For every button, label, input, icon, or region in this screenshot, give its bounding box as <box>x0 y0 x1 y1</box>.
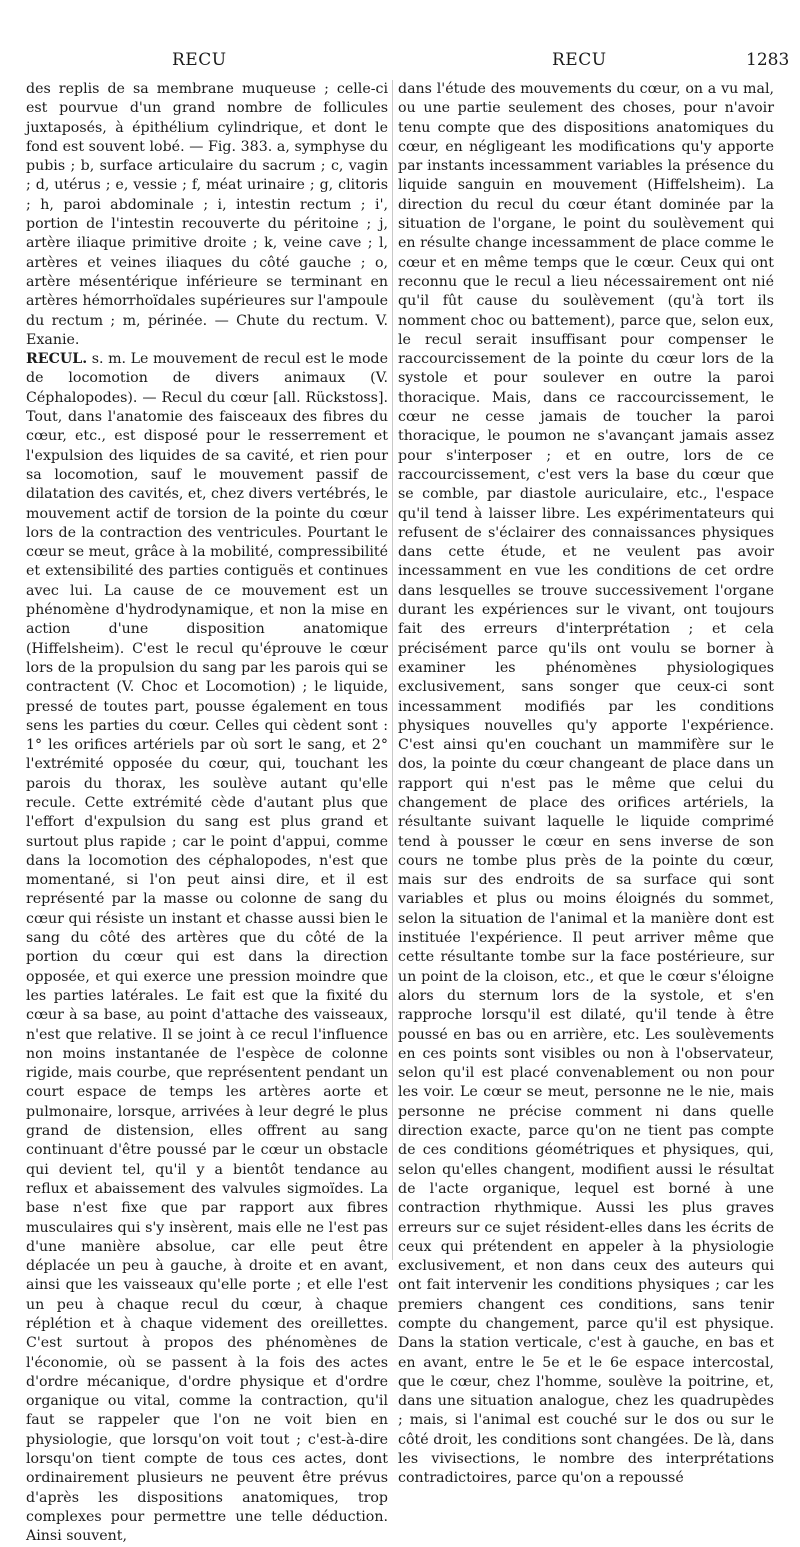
entry-recul <box>26 350 388 1546</box>
page-number: 1283 <box>746 50 790 70</box>
running-header-right: RECU <box>552 50 607 70</box>
entry-headword: RECUL. <box>26 351 88 368</box>
entry-rectum-continuation: des replis de sa membrane muqueuse ; celle-ci est pourvue d'un grand nombre de follicules juxtaposés, à épithélium cylindrique, et dont le fond est souvent lobé. — Fig. 383. a, symphyse du pubis ; b, surface articulaire du sacrum ; c, vagin ; d, utérus ; e, vessie ; f, méat urinaire ; g, clitoris ; h, paroi abdominale ; i, intestin rectum ; i', portion de l'intestin recouverte du péritoine ; j, artère iliaque primitive droite ; k, veine cave ; l, artères et veines iliaques du côté gauche ; o, artère mésentérique inférieure se terminant en artères hémorrhoïdales supérieures sur l'ampoule du rectum ; m, périnée. — Chute du rectum. V. Exanie. <box>26 81 388 348</box>
left-column <box>26 80 388 1545</box>
entry-recul-continuation: dans l'étude des mouvements du cœur, on a vu mal, ou une partie seulement des choses, pour n'avoir tenu compte que des dispositions anatomiques du cœur, en négligeant les modifications qu'y apporte par instants incessamment variables la présence du liquide sanguin en mouvement (Hiffelsheim). La direction du recul du cœur étant dominée par la situation de l'organe, le point du soulèvement qui en résulte change incessamment de place comme le cœur et en même temps que le cœur. Ceux qui ont reconnu que le recul a lieu nécessairement ont nié qu'il fût cause du soulèvement (qu'à tort ils nomment choc ou battement), parce que, selon eux, le recul serait insuffisant pour compenser le raccourcissement de la pointe du cœur lors de la systole et pour soulever en outre la paroi thoracique. Mais, dans ce raccourcissement, le cœur ne cesse jamais de toucher la paroi thoracique, le poumon ne s'avançant jamais assez pour s'interposer ; et en outre, lors de ce raccourcissement, c'est vers la base du cœur que se comble, par diastole auriculaire, etc., l'espace qu'il tend à laisser libre. Les expérimentateurs qui refusent de s'éclairer des connaissances physiques dans cette étude, et ne veulent pas avoir incessamment en vue les conditions de cet ordre dans lesquelles se trouve successivement l'organe durant les expériences sur le vivant, ont toujours fait des erreurs d'interprétation ; et cela précisément parce qu'ils ont voulu se borner à examiner les phénomènes physiologiques exclusivement, sans songer que ceux-ci sont incessamment modifiés par les conditions physiques nouvelles qu'y apporte l'expérience. C'est ainsi qu'en couchant un mammifère sur le dos, la pointe du cœur changeant de place dans un rapport qui n'est pas le même que celui du changement de place des orifices artériels, la résultante suivant laquelle le liquide comprimé tend à pousser le cœur en sens inverse de son cours ne tombe plus près de la pointe du cœur, mais sur des endroits de sa surface qui sont variables et plus ou moins éloignés du sommet, selon la situation de l'animal et la manière dont est instituée l'expérience. Il peut arriver même que cette résultante tombe sur la face postérieure, sur un point de la cloison, etc., et que le cœur s'éloigne alors du sternum lors de la systole, et s'en rapproche lorsqu'il est dilaté, qu'il tende à être poussé en bas ou en arrière, etc. Les soulèvements en ces points sont visibles ou non à l'observateur, selon qu'il est placé convenablement ou non pour les voir. Le cœur se meut, personne ne le nie, mais personne ne précise comment ni dans quelle direction exacte, parce qu'on ne tient pas compte de ces conditions géométriques et physiques, qui, selon qu'elles changent, modifient aussi le résultat de l'acte organique, lequel est borné à une contraction rhythmique. Aussi les plus graves erreurs sur ce sujet résident-elles dans les écrits de ceux qui prétendent en appeler à la physiologie exclusivement, et non dans ceux des auteurs qui ont fait intervenir les conditions physiques ; car les premiers changent ces conditions, sans tenir compte du changement, parce qu'il est physique. Dans la station verticale, c'est à gauche, en bas et en avant, entre le 5e et le 6e espace intercostal, que le cœur, chez l'homme, soulève la poitrine, et, dans une situation analogue, chez les quadrupèdes ; mais, si l'animal est couché sur le dos ou sur le côté droit, les conditions sont changées. De là, dans les vivisections, le nombre des interprétations contradictoires, parce qu'on a repoussé <box>398 81 774 1487</box>
right-column <box>398 80 774 1487</box>
column-divider <box>392 80 393 1260</box>
running-header-left: RECU <box>172 50 227 70</box>
entry-recul-body: s. m. Le mouvement de recul est le mode de locomotion de divers animaux (V. Céphalopodes). — Recul du cœur [all. Rückstoss]. Tout, dans l'anatomie des faisceaux des fibres du cœur, etc., est disposé pour le resserrement et l'expulsion des liquides de sa cavité, et rien pour sa locomotion, sauf le mouvement passif de dilatation des cavités, et, chez divers vertébrés, le mouvement actif de torsion de la pointe du cœur lors de la contraction des ventricules. Pourtant le cœur se meut, grâce à la mobilité, compressibilité et extensibilité des parties contiguës et continues avec lui. La cause de ce mouvement est un phénomène d'hydrodynamique, et non la mise en action d'une disposition anatomique (Hiffelsheim). C'est le recul qu'éprouve le cœur lors de la propulsion du sang par les parois qui se contractent (V. Choc et Locomotion) ; le liquide, pressé de toutes part, pousse également en tous sens les parties du cœur. Celles qui cèdent sont : 1° les orifices artériels par où sort le sang, et 2° l'extrémité opposée du cœur, qui, touchant les parois du thorax, les soulève autant qu'elle recule. Cette extrémité cède d'autant plus que l'effort d'expulsion du sang est plus grand et surtout plus rapide ; car le point d'appui, comme dans la locomotion des céphalopodes, n'est que momentané, si l'on peut ainsi dire, et il est représenté par la masse ou colonne de sang du cœur qui résiste un instant et chasse aussi bien le sang du côté des artères que du côté de la portion du cœur qui est dans la direction opposée, et qui exerce une pression moindre que les parties latérales. Le fait est que la fixité du cœur à sa base, au point d'attache des vaisseaux, n'est que relative. Il se joint à ce recul l'influence non moins instantanée de l'espèce de colonne rigide, mais courbe, que représentent pendant un court espace de temps les artères aorte et pulmonaire, lorsque, arrivées à leur degré le plus grand de distension, elles offrent au sang continuant d'être poussé par le cœur un obstacle qui devient tel, qu'il y a bientôt tendance au reflux et abaissement des valvules sigmoïdes. La base n'est fixe que par rapport aux fibres musculaires qui s'y insèrent, mais elle ne l'est pas d'une manière absolue, car elle peut être déplacée un peu à gauche, à droite et en avant, ainsi que les vaisseaux qu'elle porte ; et elle l'est un peu à chaque recul du cœur, à chaque réplétion et à chaque videment des oreillettes. C'est surtout à propos des phénomènes de l'économie, où se passent à la fois des actes d'ordre mécanique, d'ordre physique et d'ordre organique ou vital, comme la contraction, qu'il faut se rappeler que l'on ne voit bien en physiologie, que lorsqu'on voit tout ; c'est-à-dire lorsqu'on tient compte de tous ces actes, dont ordinairement plusieurs ne peuvent être prévus d'après les dispositions anatomiques, trop complexes pour permettre une telle déduction. Ainsi souvent, <box>26 351 388 1545</box>
